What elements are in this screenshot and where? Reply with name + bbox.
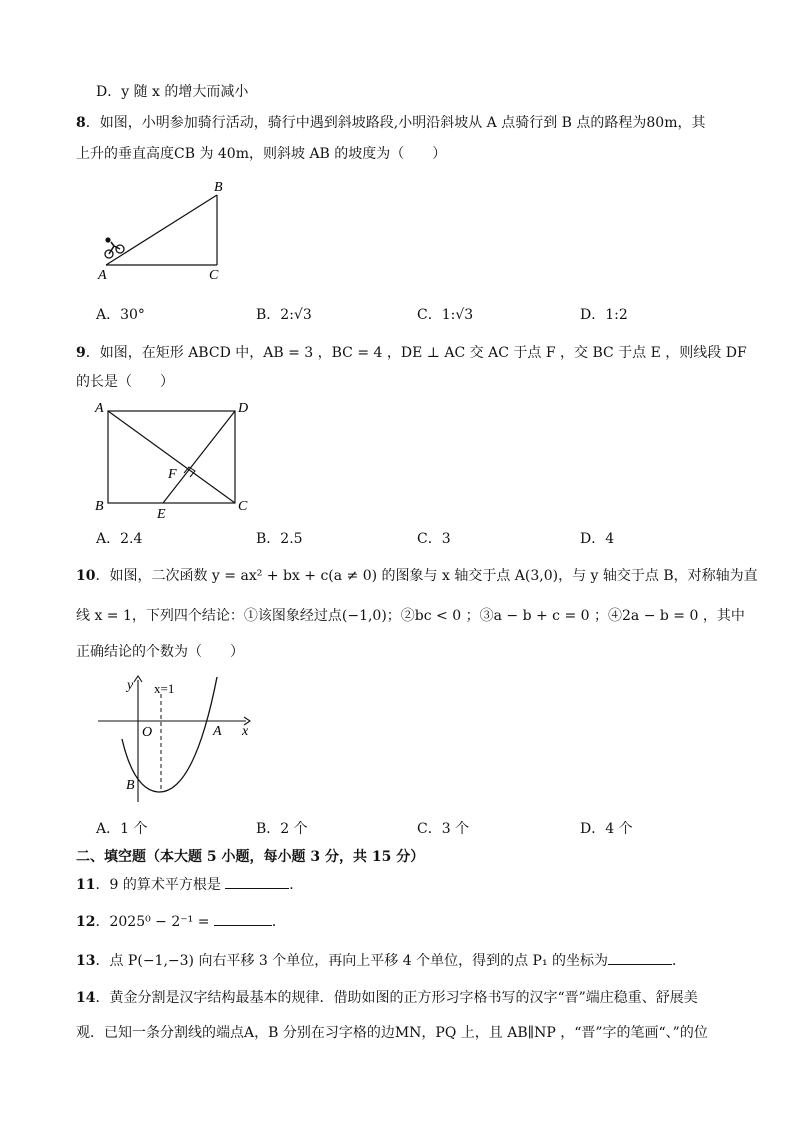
q9-label-e: E [157,507,166,520]
q12-line [76,911,286,932]
q12-end: ． [271,914,286,930]
q11-line [76,874,303,895]
q12-text: ．2025⁰ − 2⁻¹ = [95,914,210,930]
q11-number: 11 [76,877,96,893]
q10-option-b[interactable]: B．2 个 [256,821,308,837]
q9-option-a[interactable]: A．2.4 [96,531,143,547]
q9-diagonal-ac [108,411,235,503]
q9-option-b[interactable]: B．2.5 [256,531,303,547]
q10-label-o: O [142,725,153,740]
q13-number: 13 [76,953,96,969]
q13-answer-blank[interactable] [608,950,672,965]
q8-text-1: ．如图，小明参加骑行活动，骑行中遇到斜坡路段,小明沿斜坡从 A 点骑行到 B 点的路程为80m，其 [85,115,706,131]
q11-answer-blank[interactable] [225,874,289,889]
q9-label-f: F [168,467,177,482]
q8-label-a: A [98,268,107,283]
q12-number: 12 [76,914,96,930]
q10-label-a: A [213,724,222,739]
q9-label-a: A [95,401,104,416]
q13-text: ．点 P(−1,−3) 向右平移 3 个单位，再向上平移 4 个单位，得到的点 P₁ 的坐标为 [95,953,609,969]
section-heading: 二、填空题（本大题 5 小题，每小题 3 分，共 15 分） [76,849,425,865]
q10-label-x: x [242,724,249,739]
q13-line [76,950,686,971]
q11-text: ．9 的算术平方根是 [95,877,221,893]
q9-rectangle-figure [90,396,260,520]
q14-line-1 [76,988,698,1008]
q10-label-y: y [127,678,134,693]
q11-end: ． [289,877,304,893]
q10-parabola-figure [94,672,260,808]
q8-option-b[interactable]: B．2:√3 [256,307,312,323]
q10-option-a[interactable]: A．1 个 [96,821,148,837]
q9-label-d: D [238,401,249,416]
q10-number: 10 [76,568,96,584]
q7-option-d: D．y 随 x 的增大而减小 [96,84,249,100]
q8-number: 8 [76,115,86,131]
q9-option-c[interactable]: C．3 [417,531,451,547]
q13-end: ． [672,953,687,969]
q14-line-2: 观．已知一条分割线的端点A，B 分别在习字格的边MN，PQ 上，且 AB∥NP ，“晋”字的笔画“、”的位 [76,1025,708,1041]
q10-option-c[interactable]: C．3 个 [417,821,470,837]
q8-slope-figure [92,176,232,284]
q10-option-d[interactable]: D．4 个 [580,821,633,837]
q12-answer-blank[interactable] [214,911,272,926]
q9-line-2: 的长是（ ） [76,374,174,390]
q10-text-1: ．如图，二次函数 y = ax² + bx + c(a ≠ 0) 的图象与 x 轴交于点 A(3,0)，与 y 轴交于点 B，对称轴为直 [95,568,758,584]
q8-label-b: B [214,180,223,195]
q8-option-a[interactable]: A．30° [96,307,145,323]
q10-line-3: 正确结论的个数为（ ） [76,644,244,660]
q8-line-2: 上升的垂直高度CB 为 40m，则斜坡 AB 的坡度为（ ） [76,146,447,162]
q9-label-c: C [238,499,248,514]
q10-line-1 [76,566,758,586]
q10-label-b: B [126,778,135,793]
q8-option-d[interactable]: D．1:2 [580,307,628,323]
q10-label-symmetry: x=1 [154,681,175,696]
q9-line-de [163,411,235,503]
q14-number: 14 [76,990,96,1006]
q9-text-1: ．如图，在矩形 ABCD 中，AB = 3 ，BC = 4 ，DE ⊥ AC 交 AC 于点 F ，交 BC 于点 E ，则线段 DF [85,345,747,361]
q9-line-1 [76,343,747,363]
q9-option-d[interactable]: D．4 [580,531,615,547]
q8-line-1 [76,113,706,133]
q9-number: 9 [76,345,86,361]
q14-text-1: ．黄金分割是汉字结构最基本的规律．借助如图的正方形习字格书写的汉字“晋”端庄稳重、舒展美 [95,990,698,1006]
q10-line-2: 线 x = 1，下列四个结论：①该图象经过点(−1,0)；②bc < 0 ；③a − b + c = 0 ；④2a − b = 0 ，其中 [76,608,745,624]
q8-line-ab [106,195,217,265]
q9-label-b: B [95,499,104,514]
q8-label-c: C [209,268,219,283]
q8-option-c[interactable]: C．1:√3 [417,307,474,323]
